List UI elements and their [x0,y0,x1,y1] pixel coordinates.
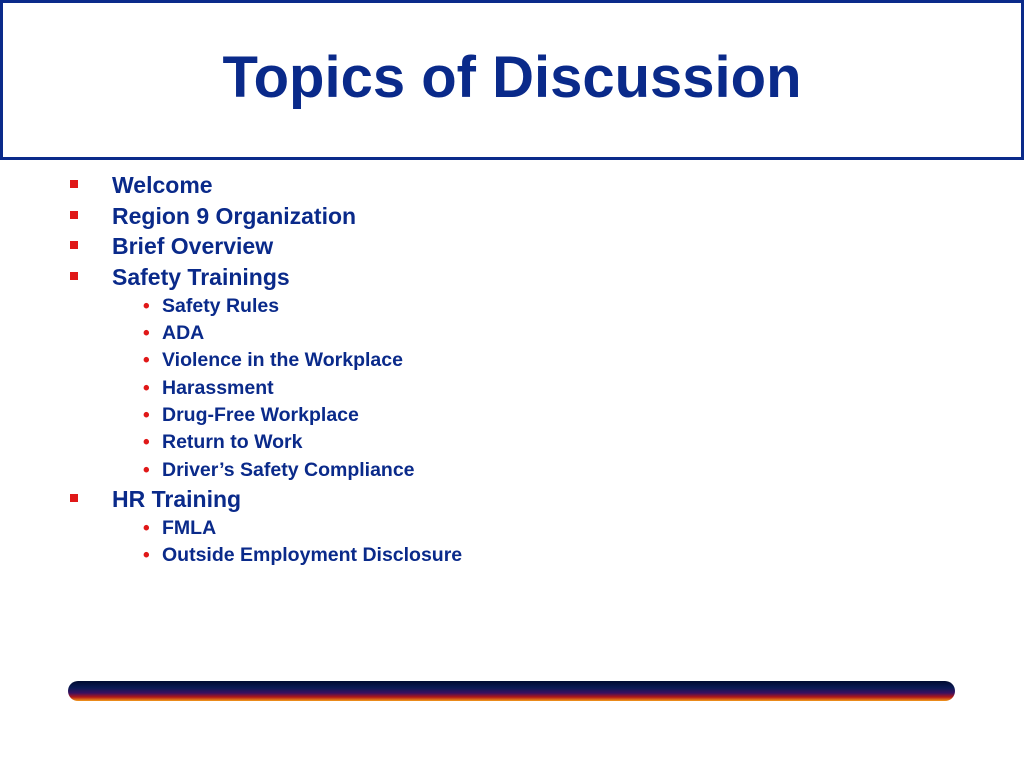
round-bullet-icon: • [143,517,150,539]
subtopic-label: Safety Rules [162,294,280,317]
subtopic-item [0,457,1024,484]
round-bullet-icon: • [143,350,150,372]
subtopic-label: ADA [162,322,205,345]
round-bullet-icon: • [143,323,150,345]
subtopic-item [0,429,1024,456]
round-bullet-icon: • [143,404,150,426]
decorative-divider-bar [68,681,955,701]
slide-content [0,170,1024,569]
topic-item-region-9-organization [0,201,1024,232]
subtopic-label: Violence in the Workplace [162,349,403,372]
topic-label: HR Training [112,485,242,512]
round-bullet-icon: • [143,295,150,317]
topic-label: Region 9 Organization [112,202,357,229]
topic-item-welcome [0,170,1024,201]
subtopic-item [0,347,1024,374]
slide-title: Topics of Discussion [222,44,802,110]
round-bullet-icon: • [143,432,150,454]
safety-subtopic-list [0,293,1024,484]
subtopic-item [0,293,1024,320]
hr-subtopic-list [0,515,1024,570]
subtopic-label: Driver’s Safety Compliance [162,458,415,481]
round-bullet-icon: • [143,544,150,566]
topic-item-hr-training [0,484,1024,515]
subtopic-item [0,320,1024,347]
subtopic-label: FMLA [162,516,217,539]
square-bullet-icon [70,272,78,280]
square-bullet-icon [70,494,78,502]
subtopic-item [0,402,1024,429]
topic-list [0,170,1024,293]
subtopic-label: Drug-Free Workplace [162,403,359,426]
topic-label: Brief Overview [112,233,274,260]
title-box [0,0,1024,160]
subtopic-label: Harassment [162,376,274,399]
subtopic-item [0,542,1024,569]
topic-label: Welcome [112,172,213,198]
topic-item-safety-trainings [0,262,1024,293]
topic-item-brief-overview [0,231,1024,262]
subtopic-item [0,375,1024,402]
round-bullet-icon: • [143,459,150,481]
subtopic-label: Return to Work [162,431,303,454]
topic-label: Safety Trainings [112,264,290,291]
subtopic-item [0,515,1024,542]
square-bullet-icon [70,180,78,188]
square-bullet-icon [70,241,78,249]
subtopic-label: Outside Employment Disclosure [162,543,463,566]
square-bullet-icon [70,211,78,219]
topic-list-continued [0,484,1024,515]
round-bullet-icon: • [143,377,150,399]
